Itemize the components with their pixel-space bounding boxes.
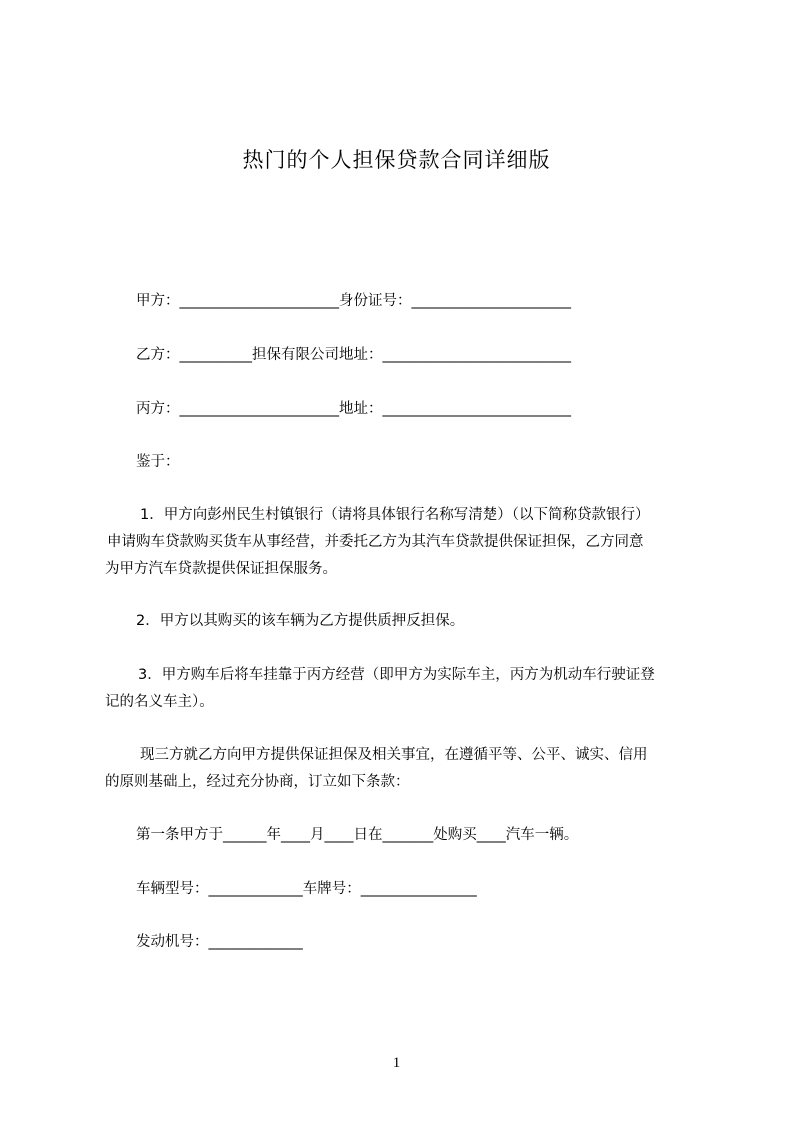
clause-1-line-1: 1．甲方向彭州民生村镇银行（请将具体银行名称写清楚）（以下简称贷款银行） bbox=[140, 507, 650, 523]
engine-number-line bbox=[136, 932, 303, 952]
plate-number-blank: ________________ bbox=[360, 881, 477, 897]
party-a-line bbox=[136, 291, 571, 311]
party-b-address-blank: __________________________ bbox=[382, 347, 571, 363]
engine-number-blank: _____________ bbox=[208, 934, 303, 950]
day-label: 日在 bbox=[353, 827, 383, 843]
id-number-label: 身份证号： bbox=[339, 293, 412, 309]
article-1-line bbox=[136, 825, 578, 845]
purchase-year-blank: ______ bbox=[223, 827, 267, 843]
year-label: 年 bbox=[266, 827, 281, 843]
clause-3-line-1: 3．甲方购车后将车挂靠于丙方经营（即甲方为实际车主，丙方为机动车行驶证登 bbox=[138, 667, 655, 683]
party-c-line bbox=[136, 399, 571, 419]
party-c-address-label: 地址： bbox=[339, 401, 383, 417]
party-c-name-blank: ______________________ bbox=[179, 401, 339, 417]
preamble-line-1: 现三方就乙方向甲方提供保证担保及相关事宜，在遵循平等、公平、诚实、信用 bbox=[140, 747, 648, 763]
vehicle-model-line bbox=[136, 879, 477, 899]
article-1-suffix: 汽车一辆。 bbox=[505, 827, 579, 843]
party-b-line bbox=[136, 345, 571, 365]
car-brand-blank: ____ bbox=[476, 827, 506, 843]
clause-2: 2．甲方以其购买的该车辆为乙方提供质押反担保。 bbox=[136, 613, 465, 629]
month-label: 月 bbox=[310, 827, 325, 843]
vehicle-model-label: 车辆型号： bbox=[136, 881, 209, 897]
party-b-name-blank: __________ bbox=[179, 347, 252, 363]
party-a-name-blank: ______________________ bbox=[179, 293, 339, 309]
preamble-line-2: 的原则基础上，经过充分协商，订立如下条款： bbox=[105, 774, 410, 790]
whereas-heading: 鉴于： bbox=[136, 454, 180, 470]
page-number: 1 bbox=[392, 1055, 401, 1071]
party-c-address-blank: __________________________ bbox=[382, 401, 571, 417]
document-title: 热门的个人担保贷款合同详细版 bbox=[242, 148, 551, 172]
clause-3-line-2: 记的名义车主）。 bbox=[105, 694, 214, 710]
purchase-label: 处购买 bbox=[433, 827, 477, 843]
clause-1-line-2: 申请购车贷款购买货车从事经营，并委托乙方为其汽车贷款提供保证担保，乙方同意 bbox=[107, 534, 644, 550]
purchase-month-blank: ____ bbox=[281, 827, 310, 843]
guarantee-company-address-label: 担保有限公司地址： bbox=[252, 347, 383, 363]
clause-1-line-3: 为甲方汽车贷款提供保证担保服务。 bbox=[105, 561, 337, 577]
vehicle-model-blank: _____________ bbox=[208, 881, 303, 897]
party-b-label: 乙方： bbox=[136, 347, 180, 363]
article-1-prefix: 第一条甲方于 bbox=[136, 827, 223, 843]
purchase-day-blank: ____ bbox=[324, 827, 354, 843]
plate-number-label: 车牌号： bbox=[302, 881, 361, 897]
id-number-blank: ______________________ bbox=[411, 293, 571, 309]
party-a-label: 甲方： bbox=[136, 293, 180, 309]
purchase-place-blank: _______ bbox=[382, 827, 434, 843]
engine-number-label: 发动机号： bbox=[136, 934, 209, 950]
party-c-label: 丙方： bbox=[136, 401, 180, 417]
